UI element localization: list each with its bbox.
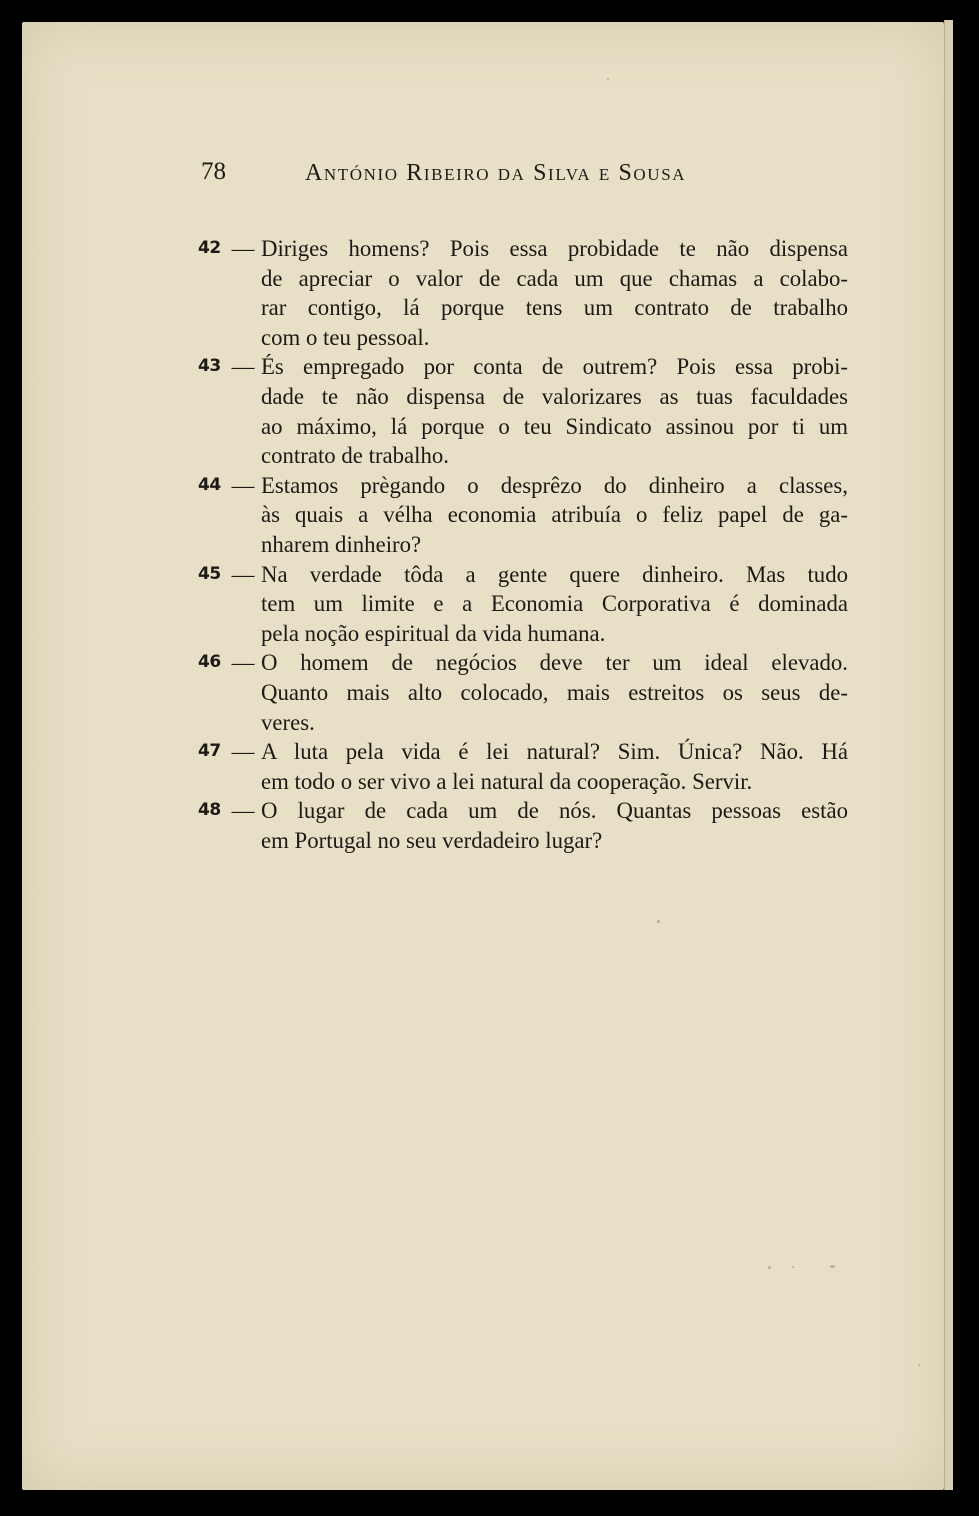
entry-43 — [198, 352, 848, 470]
entry-number: 48 — [198, 800, 221, 821]
paper-speck — [768, 1266, 771, 1269]
entry-number: 47 — [198, 741, 221, 762]
entry-42 — [198, 234, 848, 352]
paper-speck — [918, 1364, 920, 1366]
next-page-edge — [944, 20, 953, 1490]
entry-text-line: às quais a vélha economia atribuía o feliz papel de ga- — [261, 502, 848, 528]
entry-text-line: tem um limite e a Economia Corporativa é dominada — [261, 591, 848, 617]
entry-text-line: És empregado por conta de outrem? Pois essa probi- — [261, 354, 848, 380]
entry-44 — [198, 471, 848, 560]
entry-text-line: nharem dinheiro? — [261, 531, 422, 557]
entry-text-line: A luta pela vida é lei natural? Sim. Única? Não. Há — [261, 739, 848, 765]
entry-46 — [198, 648, 848, 737]
entry-text-line: de apreciar o valor de cada um que chamas a colabo- — [261, 265, 848, 291]
entry-text-line: O homem de negócios deve ter um ideal elevado. — [261, 650, 848, 676]
entry-number: 44 — [198, 474, 221, 495]
entry-47 — [198, 737, 848, 796]
page-header — [201, 156, 761, 192]
entry-text-line: rar contigo, lá porque tens um contrato de trabalho — [261, 295, 848, 321]
entry-dash: — — [231, 561, 255, 587]
entry-48 — [198, 796, 848, 855]
entry-dash: — — [231, 650, 255, 676]
paper-speck — [830, 1265, 835, 1268]
paper-speck — [607, 78, 609, 80]
entry-text-line: com o teu pessoal. — [261, 324, 430, 350]
entry-dash: — — [231, 354, 255, 380]
entry-number: 43 — [198, 356, 221, 377]
entry-text-line: contrato de trabalho. — [261, 443, 449, 469]
entry-text-line: pela noção espiritual da vida humana. — [261, 620, 606, 646]
entry-text-line: Quanto mais alto colocado, mais estreitos os seus de- — [261, 679, 848, 705]
entry-text-line: em todo o ser vivo a lei natural da cooperação. Servir. — [261, 768, 753, 794]
paper-speck — [657, 920, 660, 923]
entry-number: 46 — [198, 652, 221, 673]
entry-number: 42 — [198, 238, 221, 258]
entry-number: 45 — [198, 563, 221, 584]
page-number: 78 — [201, 158, 226, 185]
entry-text-line: dade te não dispensa de valorizares as tuas faculdades — [261, 383, 848, 409]
entry-45 — [198, 560, 848, 649]
entry-dash: — — [231, 798, 255, 824]
numbered-entries — [198, 234, 848, 855]
entry-dash: — — [231, 739, 255, 765]
entry-text-line: Na verdade tôda a gente quere dinheiro. Mas tudo — [261, 561, 848, 587]
entry-text-line: O lugar de cada um de nós. Quantas pessoas estão — [261, 798, 848, 824]
paper-speck — [792, 1266, 794, 1268]
entry-dash: — — [231, 236, 255, 261]
entry-text-line: ao máximo, lá porque o teu Sindicato assinou por ti um — [261, 413, 848, 439]
running-title: António Ribeiro da Silva e Sousa — [305, 160, 687, 186]
entry-text-line: veres. — [261, 709, 315, 735]
entry-dash: — — [231, 472, 255, 498]
entry-text-line: Estamos prègando o desprêzo do dinheiro a classes, — [261, 472, 848, 498]
entry-text-line: Diriges homens? Pois essa probidade te não dispensa — [261, 236, 848, 261]
entry-text-line: em Portugal no seu verdadeiro lugar? — [261, 827, 603, 853]
